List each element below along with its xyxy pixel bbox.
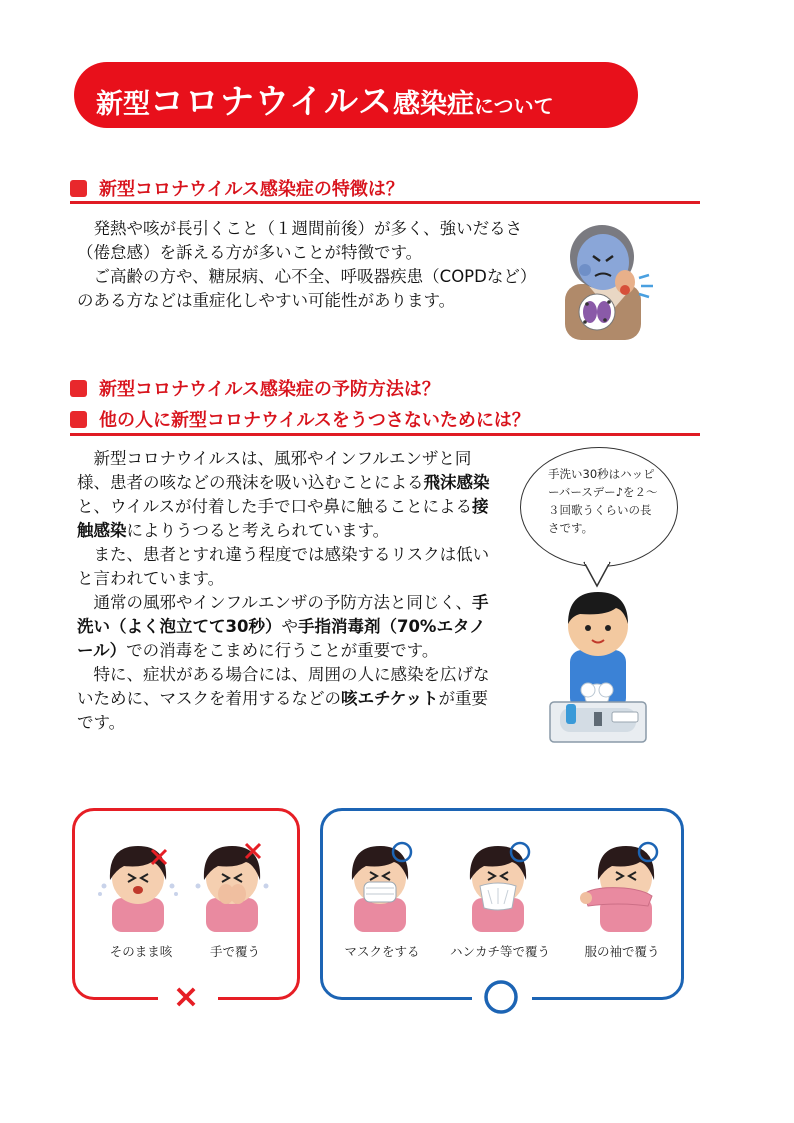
- cough-etiquette-term: 咳エチケット: [341, 689, 439, 708]
- cough-hands-illustration: [190, 840, 274, 932]
- mask-wearing-illustration: [336, 840, 424, 932]
- section1-para1: 発熱や咳が長引くこと（１週間前後）が多く、強いだるさ（倦怠感）を訴える方が多いことが特徴です。: [77, 219, 523, 262]
- section2-body: [77, 447, 493, 735]
- cough-uncovered-illustration: [96, 840, 180, 932]
- speech-bubble-tail: [582, 560, 612, 588]
- title-part-2: コロナウイルス: [150, 82, 393, 122]
- section2-para3: 通常の風邪やインフルエンザの予防方法と同じく、手洗い（よく泡立てて30秒）や手指消毒剤（70%エタノール）での消毒をこまめに行うことが重要です。: [77, 593, 489, 660]
- handwashing-boy-illustration: [548, 590, 648, 745]
- circle-mark-icon: [482, 978, 520, 1016]
- caption-handkerchief: ハンカチ等で覆う: [449, 944, 550, 959]
- contact-infection-term: 接触感染: [77, 497, 489, 540]
- caption-sleeve: 服の袖で覆う: [584, 944, 660, 959]
- title-part-3: 感染症: [392, 89, 474, 120]
- handwash-term: 手洗い（よく泡立てて30秒）: [77, 593, 489, 636]
- bullet-square-icon: [70, 411, 87, 428]
- section2-heading1-text: 新型コロナウイルス感染症の予防方法は？: [99, 379, 440, 400]
- section2-rule: [70, 433, 700, 436]
- sanitizer-term: 手指消毒剤（70%エタノール）: [77, 617, 486, 660]
- section2-heading2-text: 他の人に新型コロナウイルスをうつさないためには？: [99, 410, 530, 431]
- section2-para4: 特に、症状がある場合には、周囲の人に感染を広げないために、マスクを着用するなどの咳エチケットが重要です。: [77, 665, 490, 732]
- title-part-1: 新型: [96, 89, 150, 120]
- title-banner: [74, 62, 638, 128]
- section2-para1: 新型コロナウイルスは、風邪やインフルエンザと同様、患者の咳などの飛沫を吸い込むことによる飛沫感染と、ウイルスが付着した手で口や鼻に触ることによる接触感染によりうつると考えられています。: [77, 449, 490, 540]
- caption-mask: マスクをする: [344, 944, 420, 959]
- section2-para2: また、患者とすれ違う程度では感染するリスクは低いと言われています。: [77, 545, 490, 588]
- section2-heading-1: [70, 375, 440, 401]
- sleeve-cover-illustration: [580, 840, 670, 932]
- title-part-4: について: [473, 94, 554, 118]
- sick-elderly-man-illustration: [557, 212, 665, 340]
- section1-body: [77, 217, 529, 313]
- bullet-square-icon: [70, 180, 87, 197]
- speech-bubble-text: 手洗い30秒はハッピーバースデー♪を２～３回歌うくらいの長さです。: [548, 467, 658, 535]
- section1-rule: [70, 201, 700, 204]
- handkerchief-illustration: [454, 840, 542, 932]
- caption-cough-uncovered: そのまま咳: [109, 944, 173, 959]
- bullet-square-icon: [70, 380, 87, 397]
- droplet-infection-term: 飛沫感染: [423, 473, 490, 492]
- section1-heading: [70, 175, 404, 201]
- caption-cough-hands: 手で覆う: [209, 944, 260, 959]
- section2-heading-2: [70, 406, 530, 432]
- section1-heading-text: 新型コロナウイルス感染症の特徴は？: [99, 179, 404, 200]
- section1-para2: ご高齢の方や、糖尿病、心不全、呼吸器疾患（COPDなど）のある方などは重症化しやすい可能性があります。: [77, 267, 529, 310]
- cross-mark-icon: ×: [172, 977, 200, 1015]
